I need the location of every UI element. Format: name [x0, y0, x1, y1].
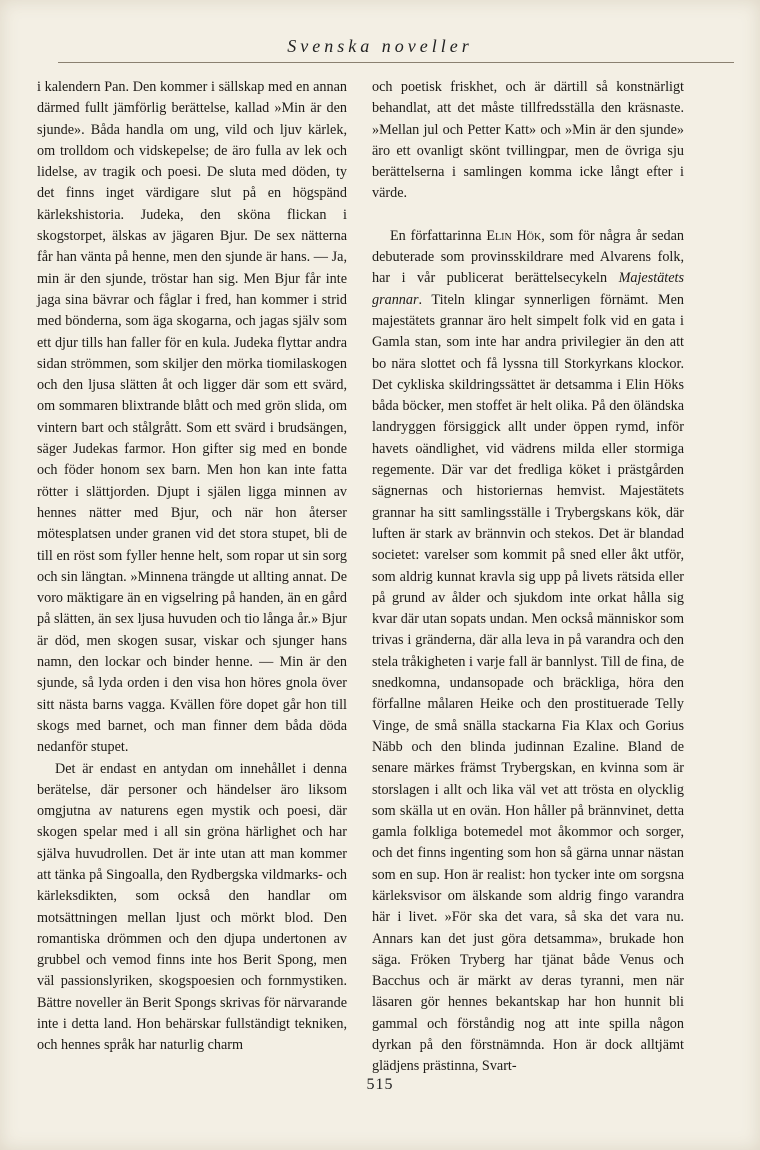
paragraph-rest: . Titeln klingar synnerligen förnämt. Men majestätets grannar äro helt simpelt folk vid en gata i Gamla stan, som inte har andra privilegier än den att bo nära slottet och få lyssna till Storkyrkans klockor. Det cykliska skildringssättet är detsamma i Elin Höks båda böcker, men stoffet är helt olika. På den öländska landryggen försiggick allt under öppen rymd, inför havets oändlighet, vid vädrens milda eller stormiga regemente. Där var det fredliga köket i prästgården sägnernas och historiernas hemvist. Majestätets grannar ha sitt samlingsställe i Trybergskans kök, där luften är stark av brännvin och stekos. Det är blandad societet: varelser som kommit på sned eller åkt utför, som aldrig kunnat kravla sig upp på livets rätsida eller på grund av ålder och sjukdom inte orkat hålla sig kvar där utan sopats undan. Men också människor som trivas i gränderna, där alla leva in på varandra och den stela tråkigheten i varje fall är bannlyst. Till de fina, de snedkomna, undansopade och bräckliga, höra den förfallne målaren Heike och den prostituerade Telly Vinge, de små snälla stackarna Fia Klax och Gorius Näbb och den blinda judinnan Ezaline. Bland de senare märkes främst Trybergskan, en kvinna som är storslagen i allt och lika väl vet att trösta en olycklig som skälla ut en ovän. Hon håller på brännvinet, detta gamla folkliga botemedel mot åkommor och sorger, och det finns ingenting som hon så gärna unnar nästan som en sup. Hon är realist: hon tycker inte om sorgsna kärleksvisor om älskande som aldrig fingo varandra här i livet. »För ska det vara, så ska det vara nu. Annars kan det just göra detsamma», brukade hon säga. Fröken Tryberg har tjänat både Venus och Bacchus och är märkt av deras tyranni, men när läsaren gör hennes bekantskap har hon hunnit bli gammal och förståndig nog att inte spilla någon dyrkan på den förstnämnda. Hon är dock alltjämt glädjens prästinna, Svart- [372, 291, 684, 1075]
right-paragraph-1: och poetisk friskhet, och är därtill så konstnärligt behandlat, att det måste tillfredsställa den kräsnaste. »Mellan jul och Petter Katt» och »Min är den sjunde» äro ett ovanligt skönt tvillingpar, men de övriga sju berättelserna i samlingen komma icke långt efter i värde. [372, 79, 684, 202]
paragraph-lead: En författarinna [390, 227, 487, 244]
header-rule [58, 62, 734, 63]
paragraph-mid: , som för några år sedan debuterade som provinsskildrare med Alvarens folk, har i vår publicerat berättelsecykeln [372, 227, 684, 287]
page-number: 515 [366, 1076, 394, 1093]
right-paragraph-2 [372, 226, 684, 1078]
left-paragraph-2: Det är endast en antydan om innehållet i denna berätelse, där personer och händelser äro liksom omgjutna av naturens egen mystik och poesi, där skogen spelar med i all sin gröna härlighet och har själva huvudrollen. Det är inte utan att man kommer att tänka på Singoalla, den Rydbergska vildmarks- och kärleksdikten, som också den handlar om motsättningen mellan ljust och mörkt blod. Den romantiska drömmen och den djupa undertonen av grubbel och vemod finns inte hos Berit Spong, men väl passionslyriken, skogspoesien och fornmystiken. Bättre noveller än Berit Spongs skrivas för närvarande inte i detta land. Hon behärskar fullständigt tekniken, och hennes språk har naturlig charm [37, 760, 347, 1054]
left-column [37, 77, 347, 1057]
left-paragraph-1: i kalendern Pan. Den kommer i sällskap med en annan därmed fullt jämförlig berättelse, kallad »Min är den sjunde». Båda handla om ung, vild och ljuv kärlek, om trolldom och vidskepelse; de äro fulla av lek och lidelse, av tragik och poesi. De sluta med döden, ty det finns inget värdigare slut på en högspänd kärlekshistoria. Judeka, den sköna flickan i skogstorpet, älskas av jägaren Bjur. De sex nätterna får han vänta på henne, men den sjunde är hans. — Ja, min är den sjunde, tröstar han sig. Men Bjur får inte jaga sina bävrar och fåglar i fred, han kommer i strid med bönderna, som äga skogarna, och jagas själv som ett djur tills han faller för en kula. Judeka flyttar andra sidan strömmen, som skiljer den mörka tiomilaskogen och den ljusa slätten åt och ligger där som ett svärd, om sommaren blixtrande blått och med grön slida, om vintern bart och stålgrått. Som ett svärd i brudsängen, säger Judekas farmor. Hon gifter sig med en bonde och föder honom sex barn. Men hon kan inte fatta rötter i slättjorden. Djupt i själen ligga minnen av hennes nätter med Bjur, och när hon återser mötesplatsen under granen vid det stora stupet, bli de till en röst som fyller henne helt, som ropar ut sin sorg och sin längtan. »Minnena trängde ut allting annat. De voro mäktigare än en vigselring på handen, än en gård på slätten, än sex ljusa huvuden och tio långa år.» Bjur är död, men skogen susar, viskar och sjunger hans namn, den lockar och binder henne. — Min är den sjunde, så lyda orden i den visa hon höres gnola över sitt nästa barns vagga. Kvällen före dopet går hon till skogs med barnet, och man finner dem båda döda nedanför stupet. [37, 79, 347, 756]
author-name: Elin Hök [486, 227, 542, 244]
right-column [372, 77, 684, 1078]
running-title: Svenska noveller [287, 36, 473, 56]
book-title: Majestätets grannar [372, 270, 684, 308]
